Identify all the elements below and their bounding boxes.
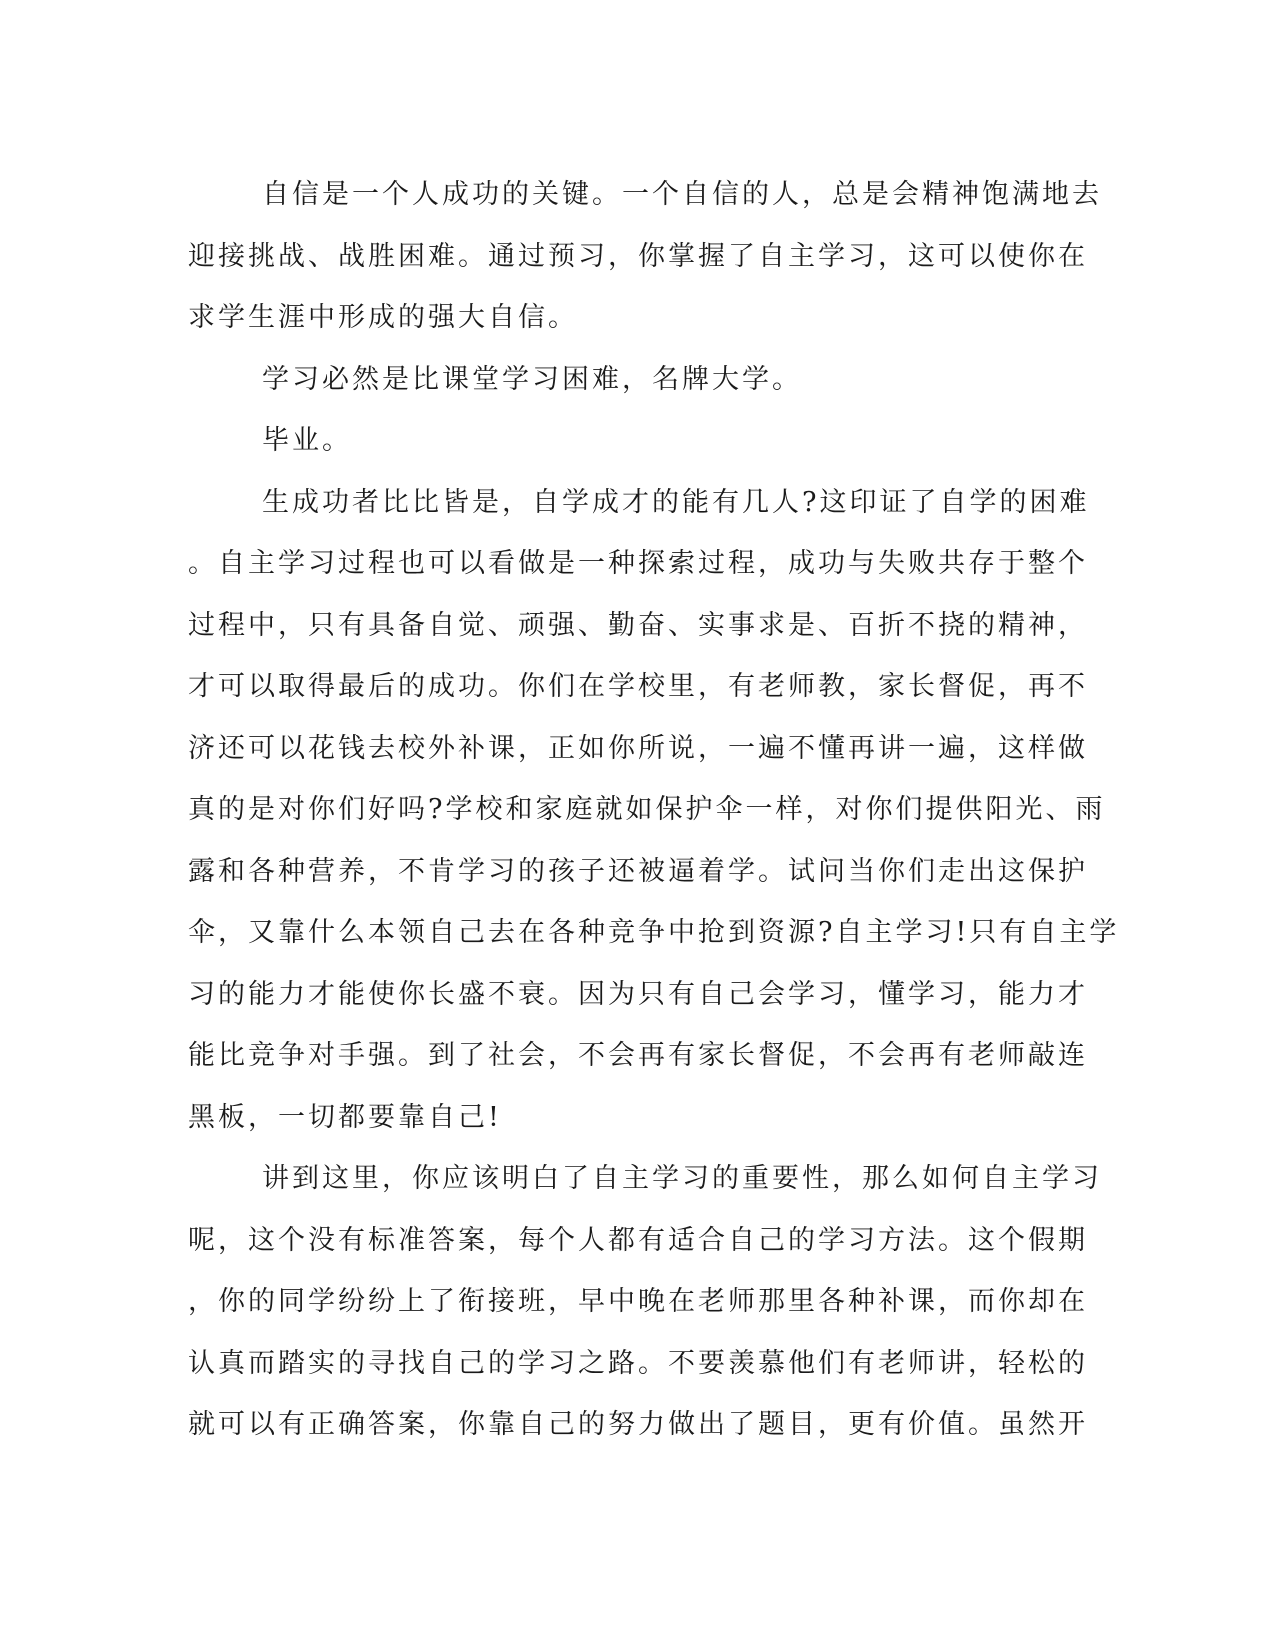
text-line: ，你的同学纷纷上了衔接班，早中晚在老师那里各种补课，而你却在 <box>188 1286 1088 1317</box>
text-line: 真的是对你们好吗?学校和家庭就如保护伞一样，对你们提供阳光、雨 <box>188 794 1106 825</box>
text-line: 自信是一个人成功的关键。一个自信的人，总是会精神饱满地去 <box>262 179 1102 210</box>
text-line: 认真而踏实的寻找自己的学习之路。不要羡慕他们有老师讲，轻松的 <box>188 1347 1088 1379</box>
text-line: 毕业。 <box>262 425 352 456</box>
text-line: 学习必然是比课堂学习困难，名牌大学。 <box>262 363 802 395</box>
body-text <box>188 164 1120 1456</box>
text-line: 伞，又靠什么本领自己去在各种竞争中抢到资源?自主学习!只有自主学 <box>188 917 1120 948</box>
text-line: 过程中，只有具备自觉、顽强、勤奋、实事求是、百折不挠的精神， <box>188 609 1088 641</box>
text-line: 讲到这里，你应该明白了自主学习的重要性，那么如何自主学习 <box>262 1163 1102 1194</box>
text-line: 生成功者比比皆是，自学成才的能有几人?这印证了自学的困难 <box>262 486 1090 518</box>
text-line: 习的能力才能使你长盛不衰。因为只有自己会学习，懂学习，能力才 <box>188 978 1088 1010</box>
text-line: 露和各种营养，不肯学习的孩子还被逼着学。试问当你们走出这保护 <box>188 855 1088 887</box>
text-line: 黑板，一切都要靠自己! <box>188 1101 502 1133</box>
text-line: 呢，这个没有标准答案，每个人都有适合自己的学习方法。这个假期 <box>188 1224 1088 1256</box>
text-line: 迎接挑战、战胜困难。通过预习，你掌握了自主学习，这可以使你在 <box>188 240 1088 272</box>
text-line: 就可以有正确答案，你靠自己的努力做出了题目，更有价值。虽然开 <box>188 1409 1088 1440</box>
text-line: 求学生涯中形成的强大自信。 <box>188 302 578 333</box>
text-line: 。自主学习过程也可以看做是一种探索过程，成功与失败共存于整个 <box>188 548 1088 579</box>
text-line: 济还可以花钱去校外补课，正如你所说，一遍不懂再讲一遍，这样做 <box>188 732 1088 764</box>
text-line: 才可以取得最后的成功。你们在学校里，有老师教，家长督促，再不 <box>188 671 1088 702</box>
text-line: 能比竞争对手强。到了社会，不会再有家长督促，不会再有老师敲连 <box>188 1040 1088 1071</box>
